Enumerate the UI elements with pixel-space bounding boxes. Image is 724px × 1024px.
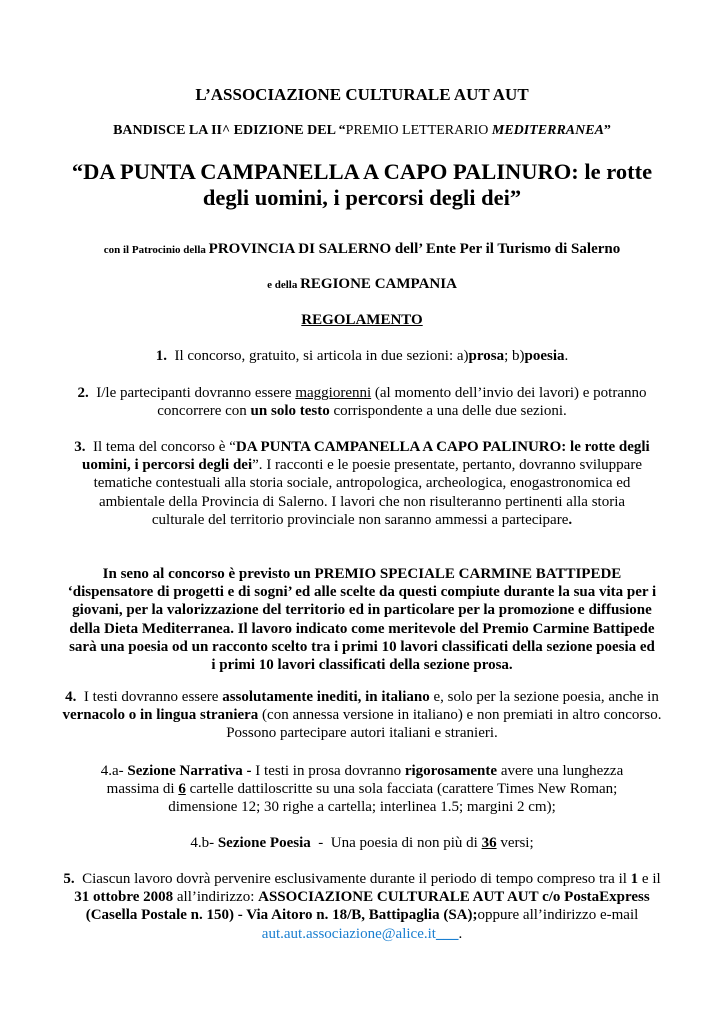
text-segment: (con annessa versione in italiano) e non premiati in altro concorso. Possono partecipare autori italiani e stranieri. (226, 707, 670, 742)
text-segment: I testi in prosa dovranno (251, 763, 405, 779)
text-segment: cartelle dattiloscritte su una sola facciata (carattere Times New Roman; dimensione 12; 30 righe a cartella; interlinea 1.5; margini 2 cm); (168, 781, 622, 816)
text-segment: Il concorso, gratuito, si articola in due sezioni: a) (166, 348, 469, 364)
patronage-main: PROVINCIA DI SALERNO dell’ Ente Per il Turismo di Salerno (208, 241, 621, 257)
text-segment: 6 (178, 781, 186, 798)
text-segment: e, solo per la sezione poesia, anche in (429, 689, 663, 705)
text-segment: avere una lunghezza massima di (106, 763, 627, 798)
text-segment: 2. (77, 385, 89, 401)
text-segment: I testi dovranno essere (76, 689, 223, 705)
rule-1 (60, 347, 664, 365)
announce-bold: BANDISCE LA II^ EDIZIONE DEL “ (113, 123, 346, 138)
region-prefix: e della (267, 279, 301, 291)
text-segment: Ciascun lavoro dovrà pervenire esclusivamente durante il periodo di tempo compreso tra il (74, 871, 631, 887)
text-segment: 4.b- (190, 835, 218, 851)
text-segment: 36 (481, 835, 497, 851)
text-segment: . (568, 511, 573, 528)
text-segment: Sezione Poesia (217, 835, 311, 851)
rule-4 (60, 688, 670, 743)
text-segment: ”. (252, 457, 267, 474)
email-link[interactable]: aut.aut.associazione@alice.it (261, 925, 436, 942)
title-line-1: “DA PUNTA CAMPANELLA A CAPO PALINURO: le rotte (71, 159, 653, 184)
region (60, 275, 664, 294)
text-segment: 3. (74, 439, 86, 455)
patronage (40, 240, 684, 259)
text-segment: rigorosamente (404, 763, 498, 779)
contest-title (40, 159, 684, 211)
announce-end: ” (603, 123, 611, 138)
text-segment: all’indirizzo: (173, 889, 259, 906)
text-segment: corrispondente a una delle due sezioni. (329, 403, 567, 420)
text-segment: versi; (496, 835, 534, 851)
association-heading: L’ASSOCIAZIONE CULTURALE AUT AUT (195, 85, 529, 104)
text-segment: 31 ottobre 2008 (74, 889, 174, 906)
text-segment: DA PUNTA CAMPANELLA A CAPO PALINURO: le rotte degli uomini, i percorsi degli dei (81, 439, 654, 474)
text-segment: assolutamente inediti, in italiano (222, 689, 430, 705)
text-segment: vernacolo o in lingua straniera (62, 707, 259, 724)
rule-4b (60, 834, 664, 852)
text-segment: maggiorenni (295, 385, 372, 401)
text-segment: 4. (65, 689, 77, 705)
announce-normal: PREMIO LETTERARIO (345, 123, 492, 138)
text-segment: . (564, 348, 569, 364)
patronage-prefix: con il Patrocinio della (103, 244, 209, 256)
text-segment: In seno al concorso è previsto un PREMIO SPECIALE CARMINE BATTIPEDE ‘dispensatore di progetti e di sogni’ ed alle scelte da questi compiute durante la sua vita per i giovani, per la valorizzazione del territorio ed in particolare per la promozione e diffusione della Dieta Mediterranea. Il lavoro indicato come meritevole del Premio Carmine Battipede sarà una poesia od un racconto scelto tra i primi 10 lavori classificati della sezione poesia ed i primi 10 lavori classificati della sezione prosa. (67, 566, 660, 674)
text-segment: Il tema del concorso è “ (85, 439, 236, 455)
text-segment: oppure all’indirizzo e-mail (477, 907, 661, 924)
text-segment: 1 (630, 871, 639, 887)
announce-italic: MEDITERRANEA (491, 123, 604, 138)
region-main: REGIONE CAMPANIA (300, 276, 457, 292)
email-link[interactable]: ___ (435, 925, 459, 942)
text-segment: - Una poesia di non più di (310, 835, 482, 851)
text-segment: ; b) (504, 348, 525, 364)
text-segment: I racconti e le poesie presentate, pertanto, dovranno sviluppare tematiche contestuali alla storia sociale, antropologica, archeologica, enogastronomica ed ambientale della Provincia di Salerno. I lavori che non risulteranno pertinenti alla storia culturale del territorio provinciale non saranno ammessi a partecipare (93, 457, 646, 528)
rules-heading: REGOLAMENTO (301, 312, 423, 328)
text-segment: ASSOCIAZIONE CULTURALE AUT AUT c/o PostaExpress (Casella Postale n. 150) - Via Aitoro n. 18/B, Battipaglia (SA); (85, 889, 654, 924)
rule-2 (60, 384, 664, 420)
text-segment: 5. (63, 871, 75, 887)
title-line-2: degli uomini, i percorsi degli dei” (202, 185, 522, 210)
text-segment: 4.a- (100, 763, 128, 779)
text-segment: poesia (524, 348, 565, 364)
rule-4a (74, 762, 650, 817)
announcement (60, 122, 664, 140)
text-segment: prosa (468, 348, 505, 364)
text-segment: 1. (155, 348, 167, 364)
text-segment: . (458, 925, 463, 942)
text-segment: I/le partecipanti dovranno essere (88, 385, 296, 401)
text-segment: Sezione Narrativa - (127, 763, 252, 779)
text-segment: (al momento dell’invio dei lavori) e potranno concorrere con (157, 385, 651, 420)
text-segment: e il (638, 871, 665, 887)
text-segment: un solo testo (250, 403, 330, 420)
rule-3 (74, 438, 654, 529)
rule-5 (60, 870, 664, 943)
special-prize (66, 565, 658, 674)
